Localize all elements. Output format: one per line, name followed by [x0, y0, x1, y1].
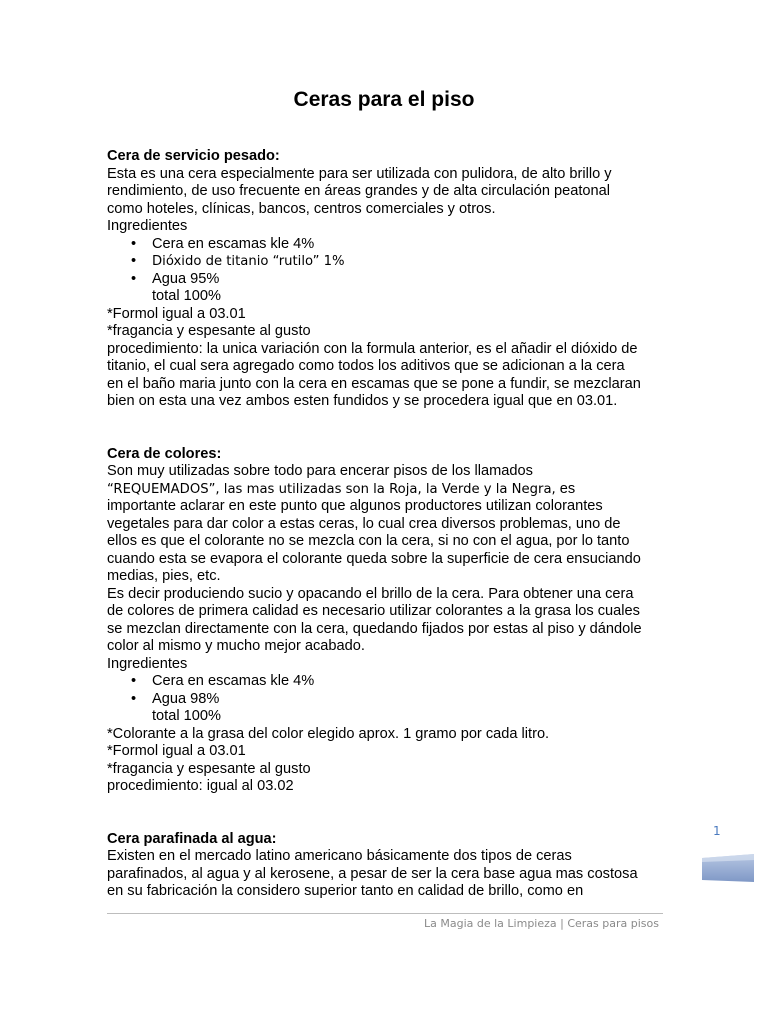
paragraph-line: Esta es una cera especialmente para ser utilizada con pulidora, de alto brillo y	[107, 165, 612, 182]
footer-text: La Magia de la Limpieza | Ceras para pisos	[424, 917, 659, 930]
total-line: total 100%	[152, 288, 221, 304]
bullet-icon: •	[131, 673, 137, 689]
document-body	[107, 148, 667, 901]
list-item: • Agua 95%	[131, 270, 220, 287]
footer-divider	[107, 913, 663, 914]
list-item: • Agua 98%	[131, 690, 220, 707]
paragraph-line: en su fabricación la considero superior tanto en calidad de brillo, como en	[107, 883, 584, 899]
paragraph-line: se mezclan directamente con la cera, quedando fijados por estas al piso y dándole	[107, 620, 642, 637]
paragraph-line: ellos es que el colorante no se mezcla con la cera, si no con el agua, por lo tanto	[107, 533, 630, 549]
note-line: *Formol igual a 03.01	[107, 305, 246, 322]
paragraph-line: en el baño maria junto con la cera en escamas que se pone a fundir, se mezclaran	[107, 375, 641, 392]
note-line: *fragancia y espesante al gusto	[107, 760, 311, 777]
note-line: *Formol igual a 03.01	[107, 743, 246, 759]
page-number: 1	[713, 824, 721, 838]
paragraph-line: Existen en el mercado latino americano básicamente dos tipos de ceras	[107, 848, 572, 864]
bullet-icon: •	[131, 253, 137, 269]
paragraph-line: bien on esta una vez ambos esten fundidos y se procedera igual que en 03.01.	[107, 393, 618, 409]
paragraph-line: procedimiento: la unica variación con la formula anterior, es el añadir el dióxido de	[107, 340, 638, 357]
total-line: total 100%	[152, 708, 221, 724]
note-line: *fragancia y espesante al gusto	[107, 323, 311, 339]
page-tab-icon	[700, 852, 756, 884]
page-title: Ceras para el piso	[293, 88, 475, 111]
note-line: *Colorante a la grasa del color elegido aprox. 1 gramo por cada litro.	[107, 725, 550, 742]
note-line: procedimiento: igual al 03.02	[107, 778, 294, 794]
paragraph-line: vegetales para dar color a estas ceras, lo cual crea diversos problemas, uno de	[107, 515, 621, 532]
ingredients-label: Ingredientes	[107, 655, 188, 672]
paragraph-line: “REQUEMADOS”, las mas utilizadas son la Roja, la Verde y la Negra, es	[107, 480, 576, 497]
paragraph-line: importante aclarar en este punto que algunos productores utilizan colorantes	[107, 498, 603, 514]
paragraph-line: parafinados, al agua y al kerosene, a pesar de ser la cera base agua mas costosa	[107, 865, 638, 882]
list-item: • Dióxido de titanio “rutilo” 1%	[131, 253, 345, 269]
section-heading: Cera de colores:	[107, 445, 222, 462]
paragraph-line: Es decir produciendo sucio y opacando el brillo de la cera. Para obtener una cera	[107, 585, 634, 602]
bullet-icon: •	[131, 235, 137, 252]
paragraph-line: de colores de primera calidad es necesario utilizar colorantes a la grasa los cuales	[107, 603, 640, 619]
section-heading: Cera parafinada al agua:	[107, 830, 277, 847]
paragraph-line: titanio, el cual sera agregado como todos los aditivos que se adicionan a la cera	[107, 358, 625, 374]
list-item: • Cera en escamas kle 4%	[131, 235, 315, 252]
paragraph-line: color al mismo y mucho mejor acabado.	[107, 638, 365, 654]
bullet-icon: •	[131, 690, 137, 707]
paragraph-line: cuando esta se evapora el colorante queda sobre la superficie de cera ensuciando	[107, 550, 641, 567]
paragraph-line: medias, pies, etc.	[107, 568, 221, 584]
section-heading: Cera de servicio pesado:	[107, 148, 280, 164]
paragraph-line: Son muy utilizadas sobre todo para encerar pisos de los llamados	[107, 463, 533, 479]
bullet-icon: •	[131, 270, 137, 287]
list-item: • Cera en escamas kle 4%	[131, 673, 315, 689]
ingredients-label: Ingredientes	[107, 218, 188, 234]
paragraph-line: como hoteles, clínicas, bancos, centros comerciales y otros.	[107, 200, 496, 217]
paragraph-line: rendimiento, de uso frecuente en áreas grandes y de alta circulación peatonal	[107, 183, 610, 199]
